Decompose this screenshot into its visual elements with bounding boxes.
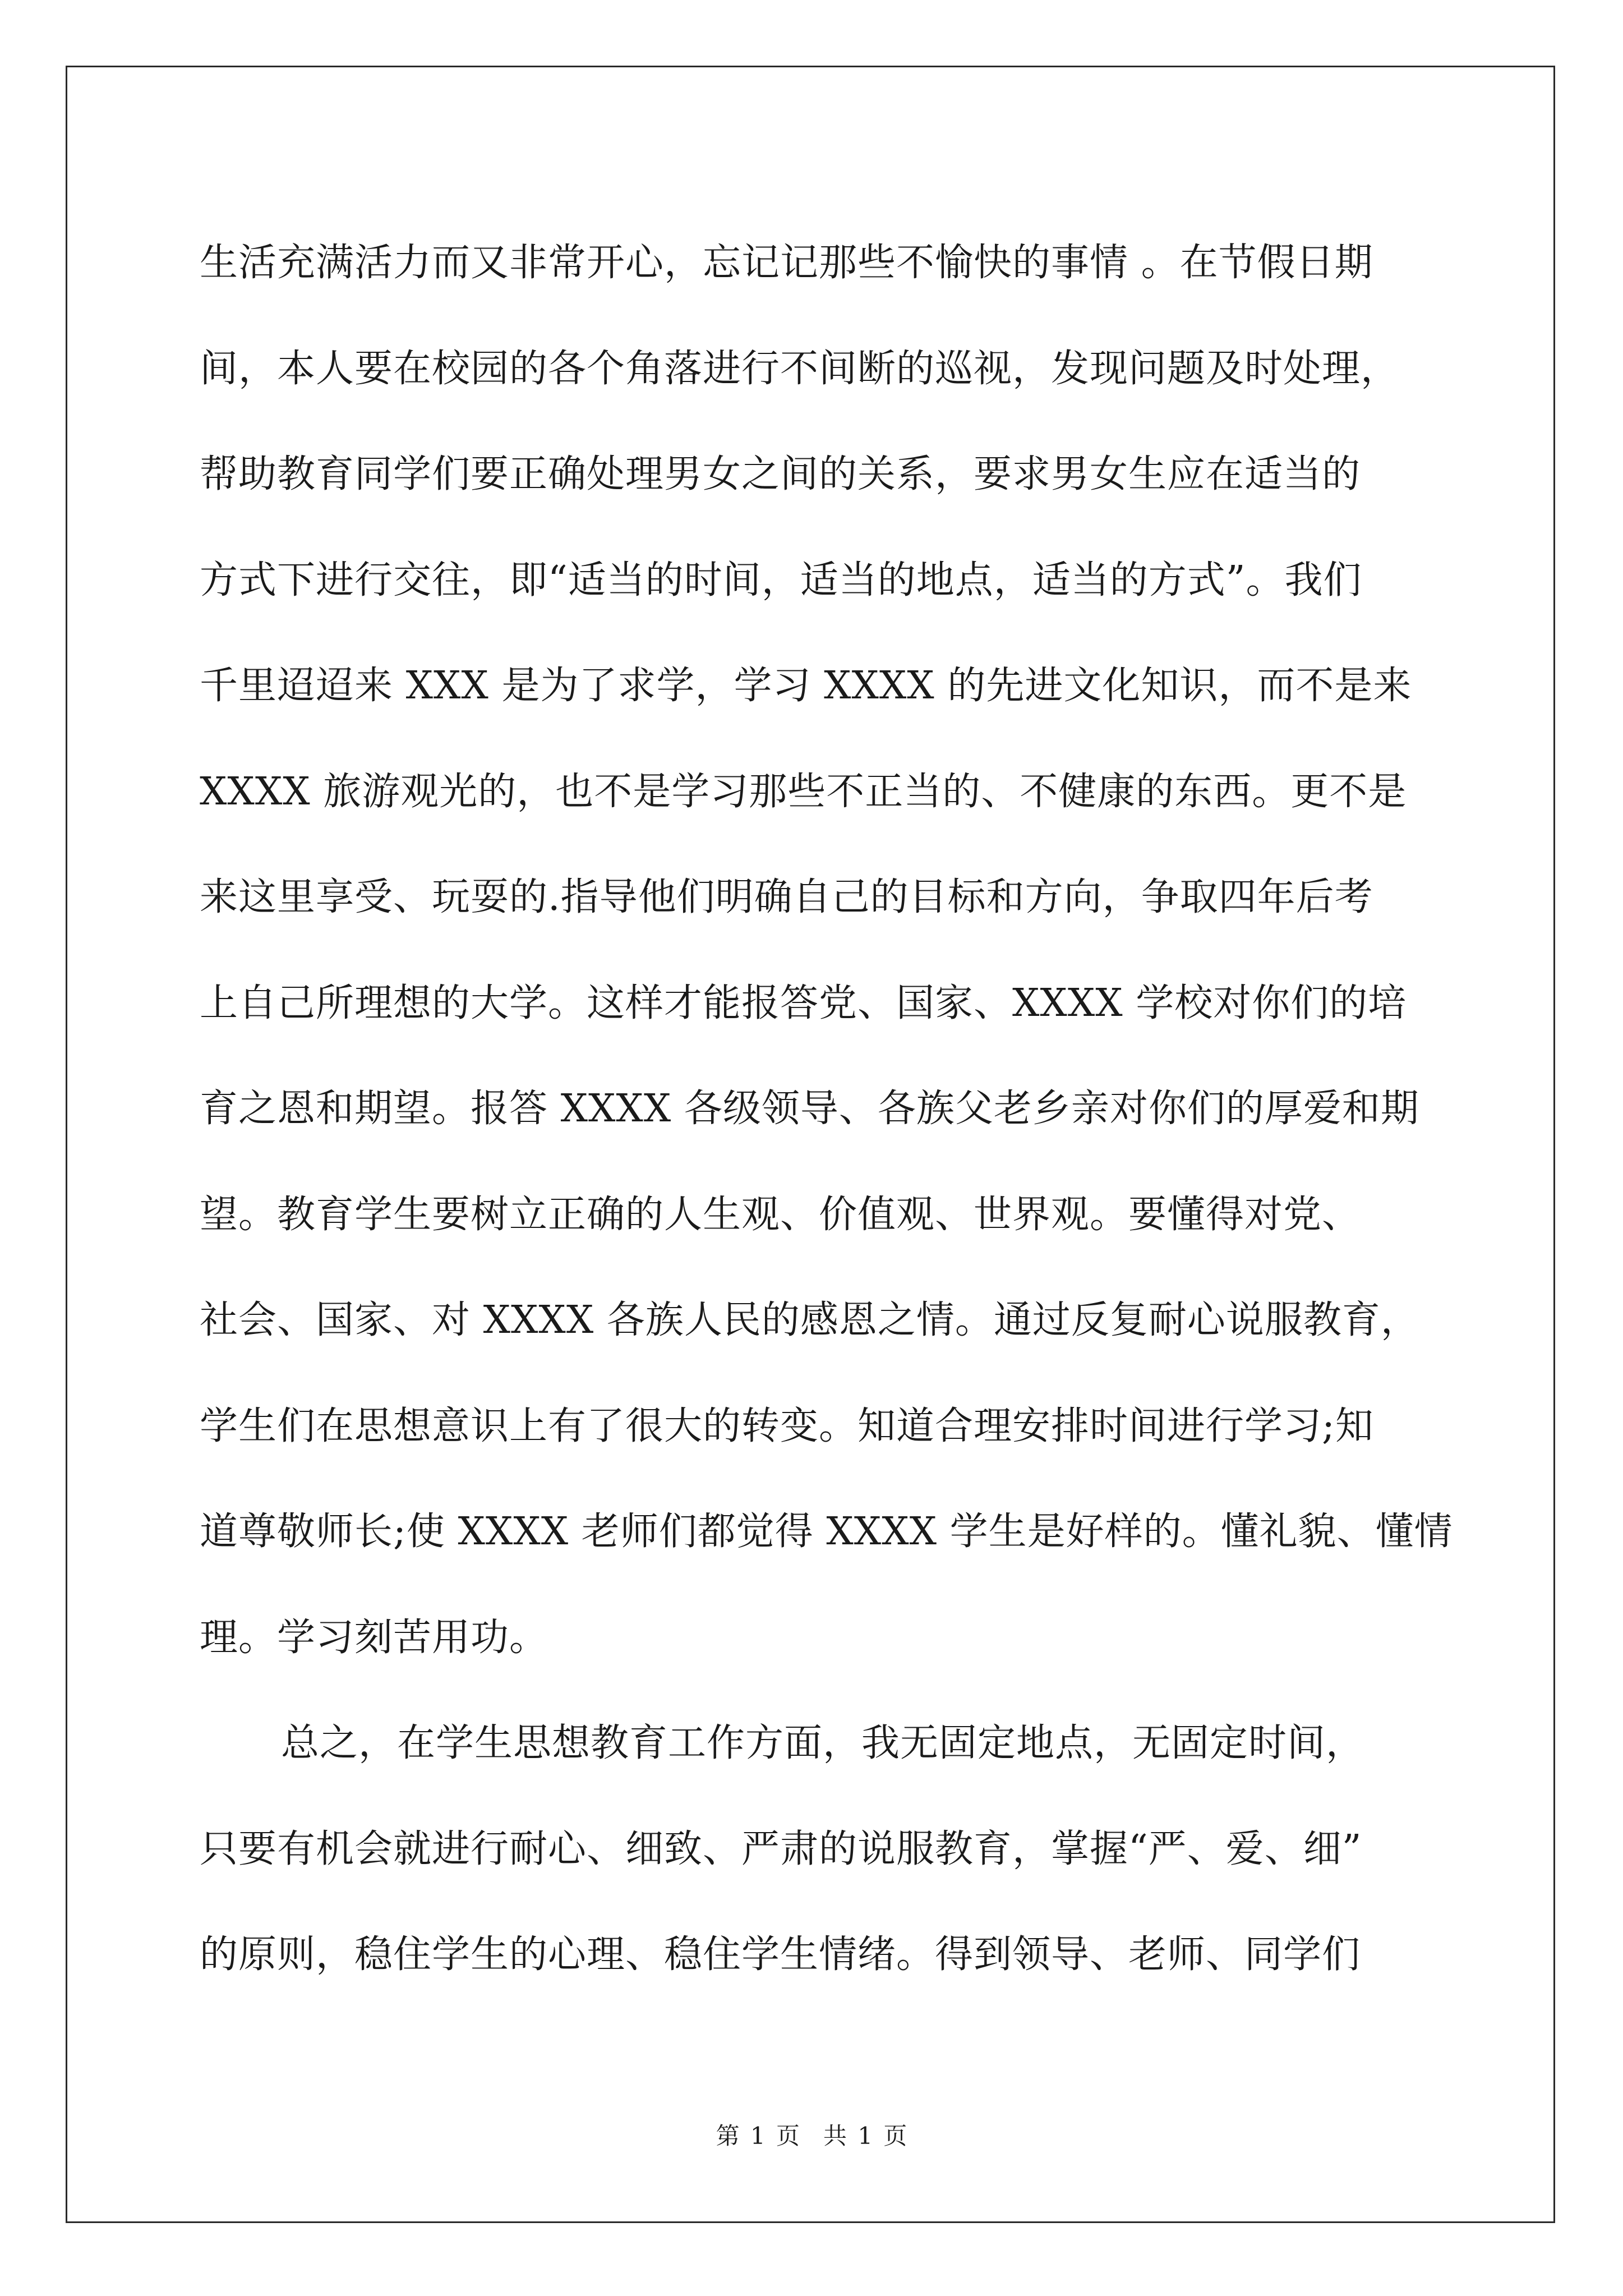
text-line: 育之恩和期望。报答 XXXX 各级领导、各族父老乡亲对你们的厚爱和期 bbox=[200, 1087, 1419, 1131]
text-line: 只要有机会就进行耐心、细致、严肃的说服教育，掌握“严、爱、细” bbox=[200, 1826, 1362, 1871]
text-line: 社会、国家、对 XXXX 各族人民的感恩之情。通过反复耐心说服教育， bbox=[200, 1298, 1419, 1342]
text-line: 的原则，稳住学生的心理、稳住学生情绪。得到领导、老师、同学们 bbox=[200, 1932, 1361, 1977]
text-line: 间，本人要在校园的各个角落进行不间断的巡视，发现问题及时处理， bbox=[200, 346, 1400, 391]
text-line: 望。教育学生要树立正确的人生观、价值观、世界观。要懂得对党、 bbox=[200, 1192, 1361, 1237]
page-number-footer: 第 1 页 共 1 页 bbox=[716, 2122, 907, 2150]
text-line: 道尊敬师长;使 XXXX 老师们都觉得 XXXX 学生是好样的。懂礼貌、懂情 bbox=[200, 1510, 1453, 1554]
text-line: 理。学习刻苦用功。 bbox=[200, 1615, 548, 1660]
paragraph-start-line: 总之，在学生思想教育工作方面，我无固定地点，无固定时间， bbox=[281, 1721, 1365, 1765]
text-line: 方式下进行交往，即“适当的时间，适当的地点，适当的方式”。我们 bbox=[200, 558, 1362, 602]
text-line: 上自己所理想的大学。这样才能报答党、国家、XXXX 学校对你们的培 bbox=[200, 981, 1407, 1025]
text-line: XXXX 旅游观光的，也不是学习那些不正当的、不健康的东西。更不是 bbox=[200, 769, 1407, 814]
text-line: 学生们在思想意识上有了很大的转变。知道合理安排时间进行学习;知 bbox=[200, 1404, 1374, 1448]
text-line: 帮助教育同学们要正确处理男女之间的关系，要求男女生应在适当的 bbox=[200, 452, 1361, 496]
text-line: 千里迢迢来 XXX 是为了求学，学习 XXXX 的先进文化知识，而不是来 bbox=[200, 664, 1412, 708]
document-body bbox=[200, 210, 1453, 2008]
text-line: 来这里享受、玩耍的.指导他们明确自己的目标和方向，争取四年后考 bbox=[200, 875, 1373, 919]
text-line: 生活充满活力而又非常开心，忘记记那些不愉快的事情 。在节假日期 bbox=[200, 241, 1373, 285]
